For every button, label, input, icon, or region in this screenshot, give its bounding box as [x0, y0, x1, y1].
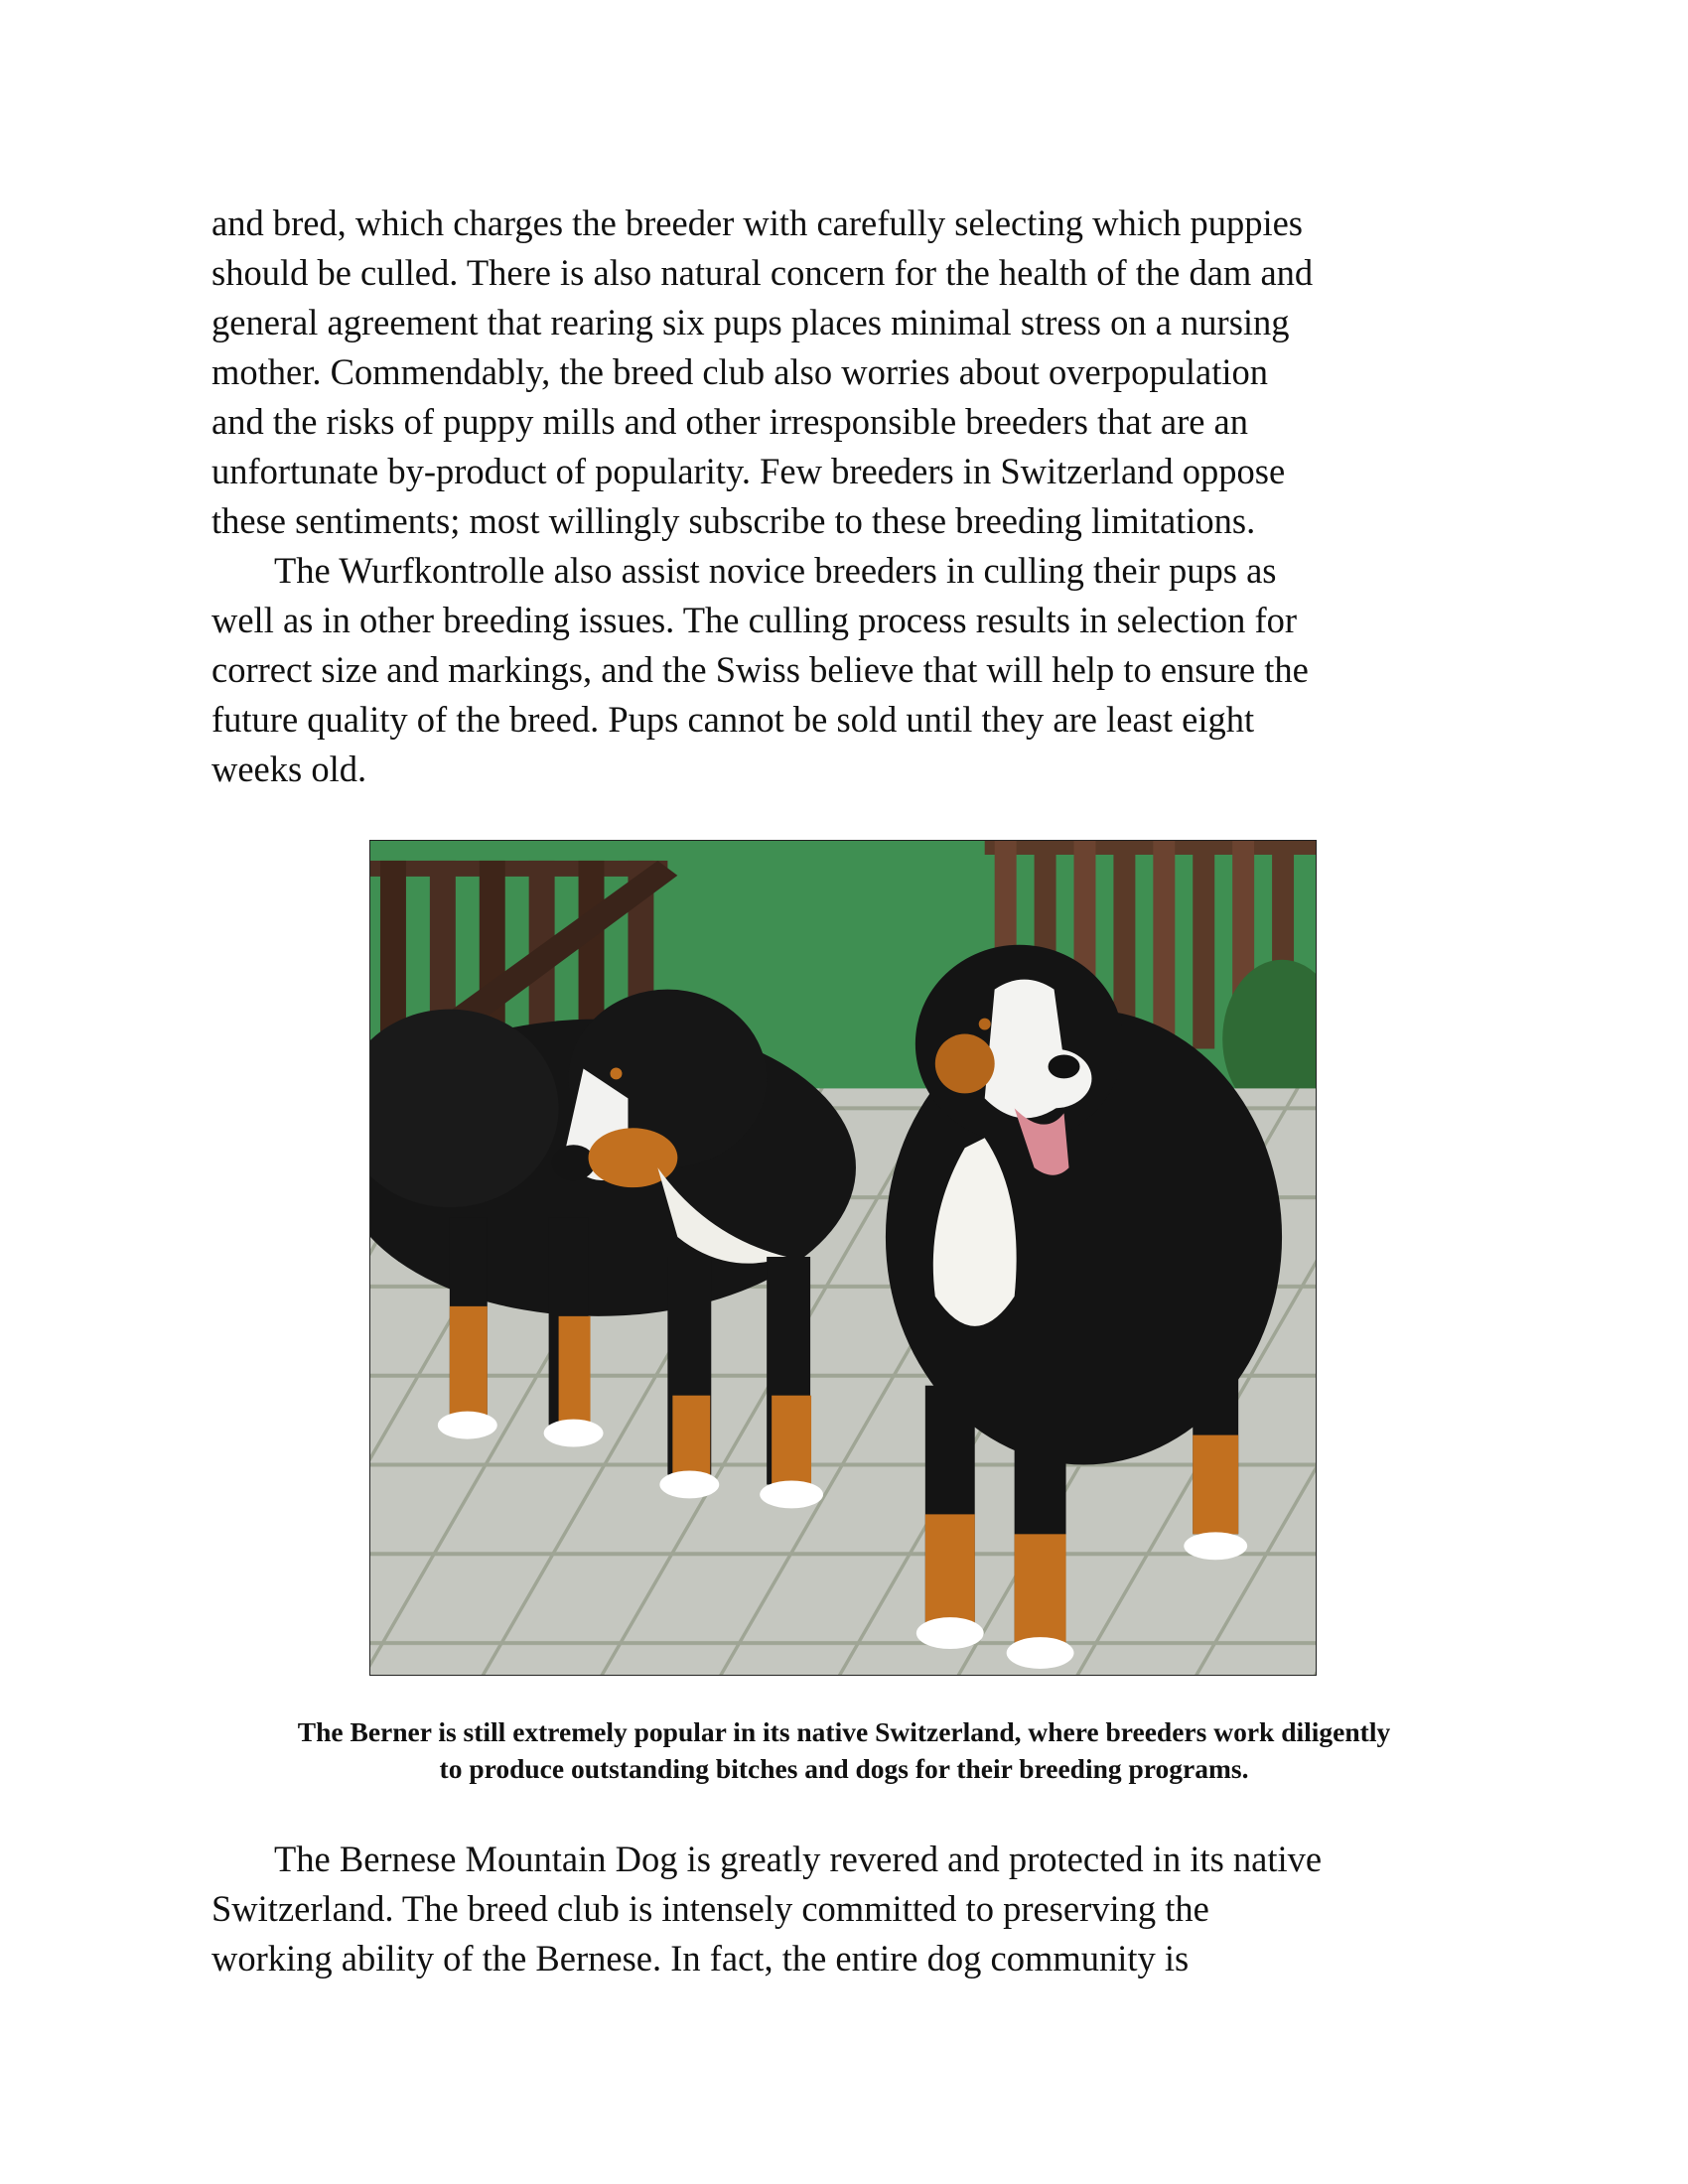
- body-text-top: [211, 199, 1492, 794]
- caption-line: The Berner is still extremely popular in its native Switzerland, where breeders work diligently: [297, 1716, 1391, 1747]
- caption-line: to produce outstanding bitches and dogs for their breeding programs.: [439, 1753, 1249, 1784]
- text-line: future quality of the breed. Pups cannot be sold until they are least eight: [211, 699, 1255, 740]
- text-line: and bred, which charges the breeder with carefully selecting which puppies: [211, 203, 1303, 243]
- text-line: unfortunate by-product of popularity. Few breeders in Switzerland oppose: [211, 451, 1286, 491]
- dog-photo-illustration: [370, 841, 1316, 1675]
- dog-photo: [369, 840, 1317, 1676]
- text-line-indented: The Wurfkontrolle also assist novice breeders in culling their pups as: [274, 550, 1277, 591]
- text-line: weeks old.: [211, 749, 367, 789]
- text-line: and the risks of puppy mills and other irresponsible breeders that are an: [211, 401, 1249, 442]
- photo-caption: [199, 1713, 1489, 1787]
- text-line: correct size and markings, and the Swiss believe that will help to ensure the: [211, 649, 1309, 690]
- text-line: these sentiments; most willingly subscribe to these breeding limitations.: [211, 500, 1256, 541]
- body-text-bottom: [211, 1835, 1492, 1983]
- text-line: mother. Commendably, the breed club also worries about overpopulation: [211, 351, 1268, 392]
- text-line: should be culled. There is also natural concern for the health of the dam and: [211, 252, 1314, 293]
- text-line: working ability of the Bernese. In fact, the entire dog community is: [211, 1938, 1190, 1979]
- text-line: Switzerland. The breed club is intensely committed to preserving the: [211, 1888, 1209, 1929]
- text-line: well as in other breeding issues. The culling process results in selection for: [211, 600, 1298, 640]
- text-line-indented: The Bernese Mountain Dog is greatly revered and protected in its native: [274, 1839, 1323, 1879]
- text-line: general agreement that rearing six pups places minimal stress on a nursing: [211, 302, 1290, 342]
